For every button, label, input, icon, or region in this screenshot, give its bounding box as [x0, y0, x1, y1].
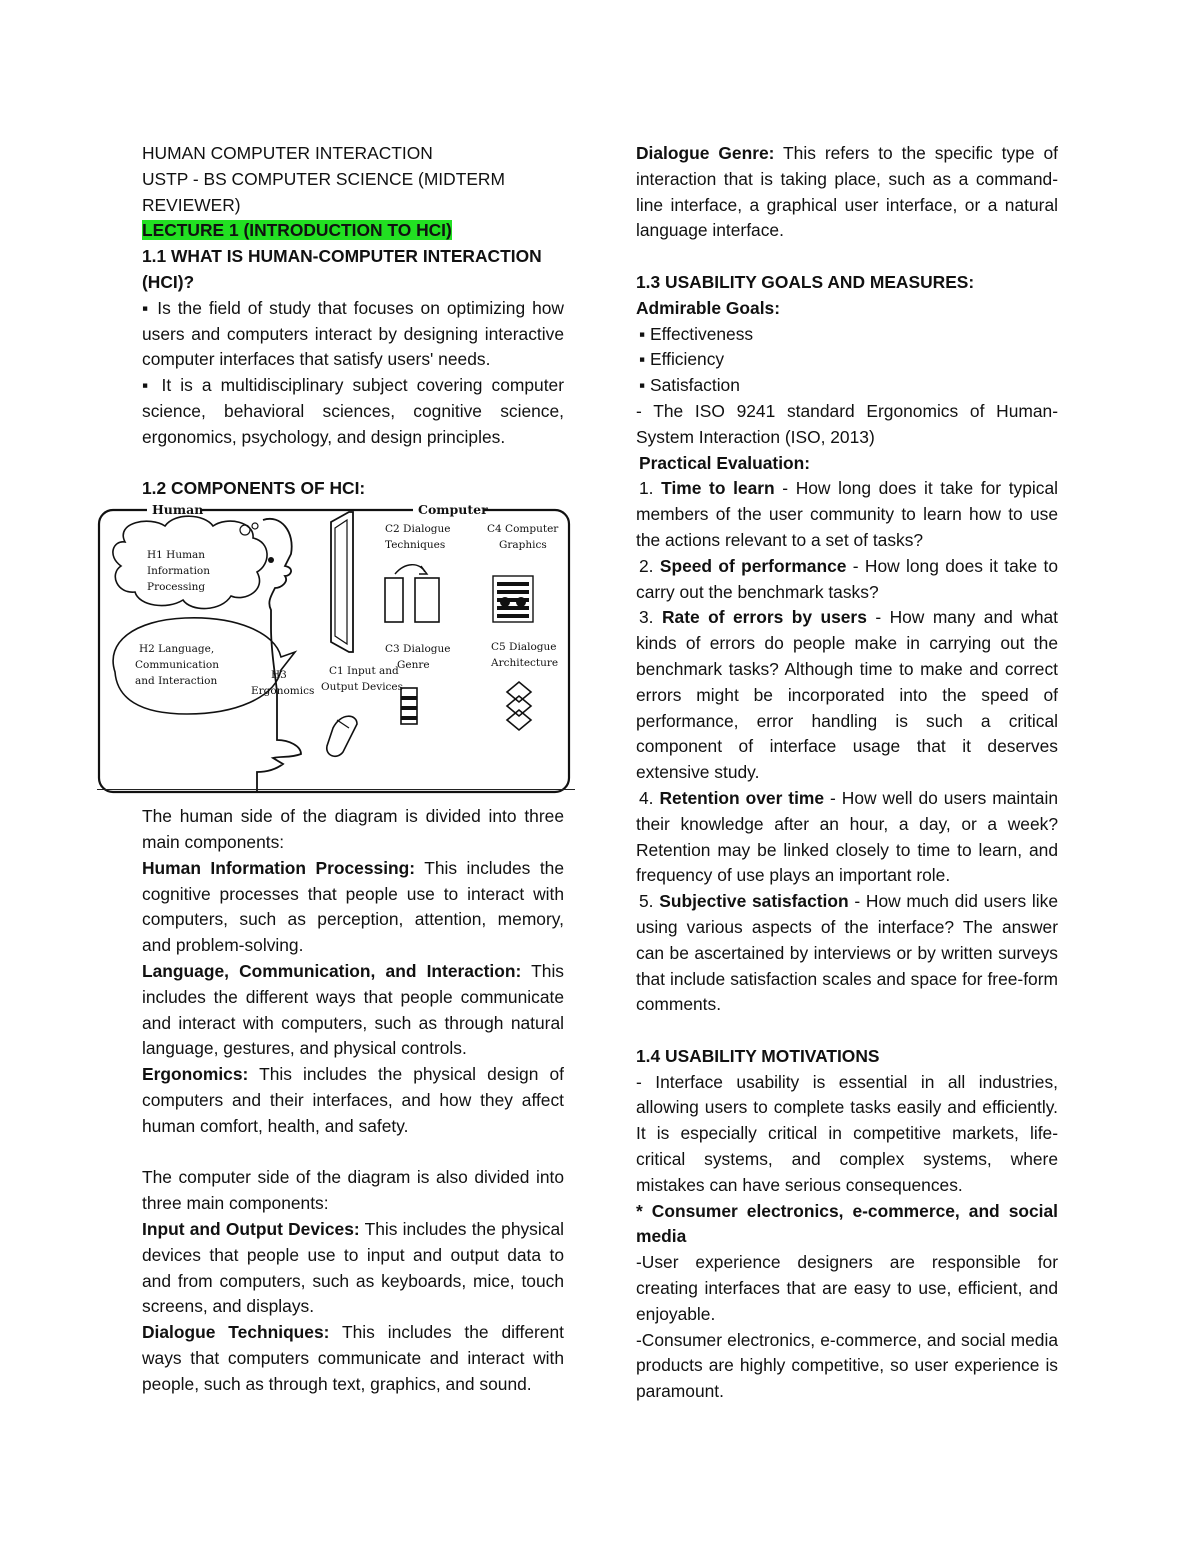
ergonomics-text: This includes the physical design of computers and their interfaces, and how they affect human comfort, health, and safety. [142, 1064, 564, 1136]
evaluation-item [636, 889, 1058, 1018]
admirable-goals-heading: Admirable Goals: [636, 297, 780, 318]
evaluation-number: 4. [639, 787, 660, 808]
evaluation-item [636, 554, 1058, 606]
c4-graphics-icon [493, 576, 533, 622]
evaluation-term: Retention over time [659, 787, 825, 808]
evaluation-number: 5. [639, 891, 660, 912]
evaluation-item [636, 786, 1058, 889]
computer-label: Computer [418, 502, 488, 518]
evaluation-text: - How long does it take to carry out the benchmark tasks? [636, 555, 1058, 602]
human-head-profile [257, 519, 301, 792]
iod-text: This includes the physical devices that people use to input and output data to and from computers, such as keyboards, mice, touch screens, and displays. [142, 1218, 564, 1317]
c1-line1: C1 Input and [329, 665, 399, 678]
section-1-4-heading: 1.4 USABILITY MOTIVATIONS [636, 1045, 880, 1066]
h2-line3: and Interaction [135, 675, 218, 688]
doc-title: HUMAN COMPUTER INTERACTION [142, 143, 433, 163]
c4-line2: Graphics [499, 539, 547, 552]
c5-line2: Architecture [491, 657, 559, 670]
figure-divider [97, 789, 575, 790]
lecture-heading [142, 218, 564, 244]
h2-line1: H2 Language, [139, 643, 215, 656]
h3-line1: H3 [271, 669, 287, 682]
left-column [135, 141, 565, 1397]
h1-cloud [113, 516, 267, 608]
c3-line2: Genre [397, 659, 430, 672]
evaluation-term: Speed of performance [659, 555, 847, 576]
c5-line1: C5 Dialogue [491, 641, 557, 654]
section-1-1-heading: 1.1 WHAT IS HUMAN-COMPUTER INTERACTION (HCI)? [142, 246, 542, 292]
ergonomics-paragraph [142, 1062, 564, 1139]
right-column [636, 141, 1058, 1405]
c4-line1: C4 Computer [487, 523, 559, 536]
ux-point-2: -Consumer electronics, e-commerce, and social media products are highly competitive, so user experience is paramount. [636, 1329, 1058, 1402]
monitor-icon [331, 512, 353, 652]
evaluation-number: 2. [639, 555, 660, 576]
evaluation-text: - How well do users maintain their knowledge after an hour, a day, or a week? Retention may be linked closely to time to learn, and frequency of use plays an important role. [636, 787, 1058, 886]
hip-text: This includes the cognitive processes that people use to interact with computers, such as perception, attention, memory, and problem-solving. [142, 857, 565, 956]
hip-paragraph [142, 856, 564, 959]
evaluation-text: - How many and what kinds of errors do people make in carrying out the benchmark tasks? Although time to make and correct errors might be incorporated into the speed of performance, error handling is such a critical component of interface usage that it deserves extensive study. [636, 607, 1059, 783]
c5-architecture-icon [507, 682, 531, 730]
evaluation-number: 1. [639, 478, 662, 499]
dialogue-genre-paragraph [636, 141, 1058, 244]
ergonomics-term: Ergonomics: [142, 1064, 249, 1085]
dialogue-genre-text: This refers to the specific type of interaction that is taking place, such as a command-line interface, a graphical user interface, or a natural language interface. [636, 143, 1058, 241]
evaluation-item [636, 605, 1058, 786]
goal-item: ▪ Efficiency [639, 349, 725, 370]
computer-side-intro: The computer side of the diagram is also divided into three main components: [142, 1167, 564, 1214]
section-1-1-point-1: ▪ Is the field of study that focuses on optimizing how users and computers interact by designing interactive computer interfaces that satisfy users' needs. [142, 297, 564, 370]
lecture-title: LECTURE 1 (INTRODUCTION TO HCI) [142, 220, 452, 241]
c2-line2: Techniques [385, 539, 446, 552]
section-1-2-heading: 1.2 COMPONENTS OF HCI: [142, 478, 366, 499]
usability-motivation-paragraph: - Interface usability is essential in all industries, allowing users to complete tasks easily and efficiently. It is especially critical in competitive markets, life-critical systems, and complex systems, where mistakes can have serious consequences. [636, 1071, 1058, 1195]
practical-evaluation-heading: Practical Evaluation: [639, 452, 811, 473]
ux-point-1: -User experience designers are responsible for creating interfaces that are easy to use, efficient, and enjoyable. [636, 1252, 1058, 1324]
evaluation-text: - How long does it take for typical members of the user community to learn how to use the actions relevant to a set of tasks? [636, 478, 1058, 550]
hci-components-diagram [95, 502, 576, 800]
h1-line1: H1 Human [147, 549, 206, 562]
hip-term: Human Information Processing: [142, 857, 416, 878]
h1-line3: Processing [147, 581, 206, 594]
section-1-3-heading: 1.3 USABILITY GOALS AND MEASURES: [636, 271, 975, 292]
dialogue-techniques-term: Dialogue Techniques: [142, 1322, 330, 1343]
lci-text: This includes the different ways that people communicate and interact with computers, such as through natural language, gestures, and physical controls. [142, 960, 564, 1059]
dialogue-techniques-text: This includes the different ways that computers communicate and interact with people, such as through text, graphics, and sound. [142, 1322, 564, 1394]
human-side-intro: The human side of the diagram is divided into three main components: [142, 806, 564, 852]
h1-line2: Information [147, 565, 211, 578]
section-1-1-point-2: ▪ It is a multidisciplinary subject covering computer science, behavioral sciences, cognitive science, ergonomics, psychology, and design principles. [142, 375, 564, 447]
iod-term: Input and Output Devices: [142, 1218, 360, 1239]
iso-standard-note: - The ISO 9241 standard Ergonomics of Human-System Interaction (ISO, 2013) [636, 400, 1058, 447]
hci-diagram-svg [95, 502, 576, 800]
mouse-icon [327, 716, 357, 756]
evaluation-number: 3. [639, 607, 662, 628]
h3-line2: Ergonomics [251, 685, 315, 698]
doc-subtitle: USTP - BS COMPUTER SCIENCE (MIDTERM REVIEWER) [142, 168, 505, 215]
lci-term: Language, Communication, and Interaction: [142, 960, 522, 981]
human-label: Human [152, 502, 204, 518]
consumer-heading: * Consumer electronics, e-commerce, and social media [636, 1200, 1058, 1247]
c2-line1: C2 Dialogue [385, 523, 451, 536]
c1-line2: Output Devices [321, 681, 404, 694]
dialogue-techniques-paragraph [142, 1320, 564, 1397]
lci-paragraph [142, 959, 564, 1062]
h2-line2: Communication [135, 659, 219, 672]
goal-item: ▪ Satisfaction [639, 375, 740, 396]
evaluation-item [636, 476, 1058, 553]
evaluation-term: Time to learn [661, 478, 775, 499]
evaluation-term: Subjective satisfaction [659, 891, 849, 912]
c3-line1: C3 Dialogue [385, 643, 451, 656]
evaluation-text: - How much did users like using various aspects of the interface? The answer can be ascertained by interviews or by written surveys that include satisfaction scales and space for free-form comments. [636, 891, 1058, 1015]
goal-item: ▪ Effectiveness [639, 323, 754, 344]
c2-doc-left-icon [385, 578, 403, 622]
evaluation-term: Rate of errors by users [661, 607, 867, 628]
iod-paragraph [142, 1217, 564, 1320]
dialogue-genre-term: Dialogue Genre: [636, 143, 775, 163]
c2-doc-right-icon [415, 578, 439, 622]
